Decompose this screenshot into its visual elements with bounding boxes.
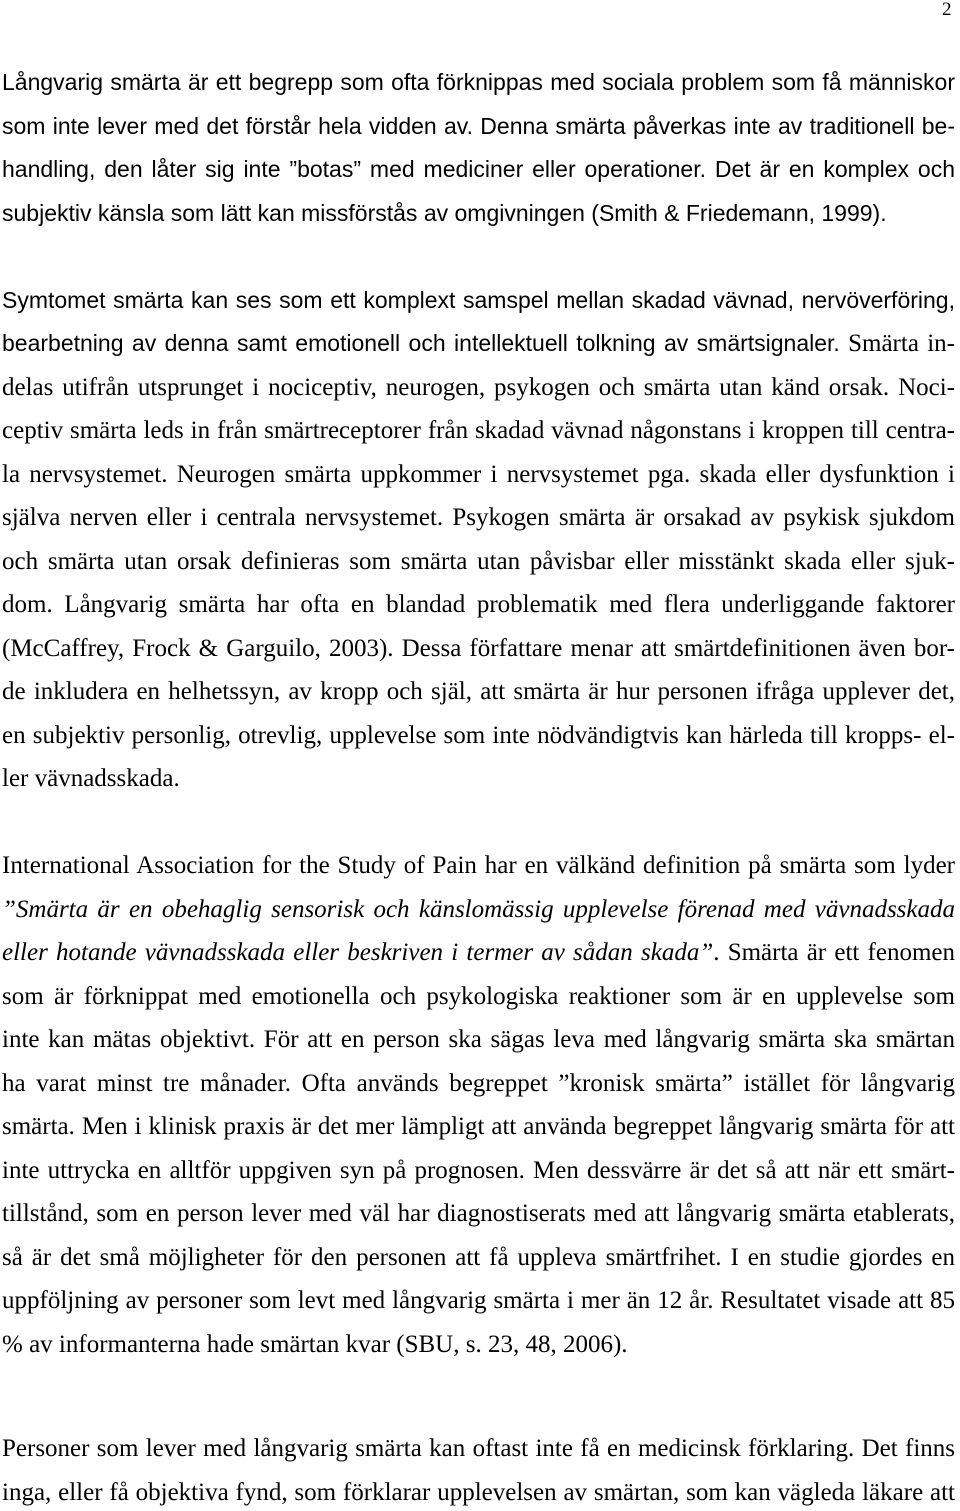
text-segment: Personer som lever med långvarig smärta kan oftast inte få en medicinsk förklaring. Det finns: [2, 1435, 955, 1462]
text-segment: Smärta in-: [839, 330, 955, 357]
text-line: [2, 279, 955, 323]
text-segment: som är förknippat med emotionella och psykologiska reaktioner som är en upplevelse som: [2, 982, 955, 1010]
text-segment: inga, eller få objektiva fynd, som förklarar upplevelsen av smärtan, som kan vägleda läkare att: [2, 1478, 955, 1506]
text-line: [2, 409, 955, 453]
text-segment: en subjektiv personlig, otrevlig, upplevelse som inte nödvändigtvis kan härleda till kropps- el-: [2, 721, 955, 749]
text-segment: som inte lever med det förstår hela vidden av. Denna smärta påverkas inte av traditionell be-: [2, 112, 955, 139]
text-line: [2, 1323, 955, 1367]
text-line: [2, 496, 955, 540]
text-segment: (McCaffrey, Frock & Garguilo, 2003). Dessa författare menar att smärtdefinitionen även bor-: [2, 634, 955, 662]
text-line: [2, 61, 955, 105]
text-segment: ha varat minst tre månader. Ofta används begreppet ”kronisk smärta” istället för långvarig: [2, 1069, 955, 1097]
text-line: [2, 148, 955, 192]
text-segment: la nervsystemet. Neurogen smärta uppkommer i nervsystemet pga. skada eller dysfunktion i: [2, 460, 955, 488]
text-segment: så är det små möjligheter för den personen att få uppleva smärtfrihet. I en studie gjordes en: [2, 1243, 955, 1271]
text-segment: International Association for the Study of Pain har en välkänd definition på smärta som lyder: [2, 852, 955, 879]
text-line: [2, 1018, 955, 1062]
text-line: [2, 192, 955, 236]
paragraph: [2, 61, 955, 235]
text-segment: ler vävnadsskada.: [2, 765, 180, 792]
text-line: [2, 888, 955, 932]
text-segment: inte uttrycka en alltför uppgiven syn på prognosen. Men dessvärre är det så att när ett smärt-: [2, 1156, 955, 1184]
quoted-definition: eller hotande vävnadsskada eller beskriven i termer av sådan skada”: [2, 939, 714, 966]
text-line: [2, 583, 955, 627]
text-segment: tillstånd, som en person lever med väl har diagnostiserats med att långvarig smärta etablerats,: [2, 1200, 955, 1227]
text-line: [2, 1192, 955, 1236]
text-line: [2, 627, 955, 671]
text-line: [2, 975, 955, 1019]
text-segment: smärta. Men i klinisk praxis är det mer lämpligt att använda begreppet långvarig smärta för att: [2, 1113, 955, 1140]
text-line: [2, 757, 955, 801]
text-line: [2, 322, 955, 366]
text-line: [2, 1149, 955, 1193]
text-line: [2, 1062, 955, 1106]
text-segment: delas utifrån utsprunget i nociceptiv, neurogen, psykogen och smärta utan känd orsak. Noci-: [2, 373, 955, 401]
paragraph: [2, 844, 955, 1366]
page-number: 2: [942, 0, 952, 20]
text-segment: själva nerven eller i centrala nervsystemet. Psykogen smärta är orsakad av psykisk sjukdom: [2, 504, 955, 531]
text-segment: subjektiv känsla som lätt kan missförstås av omgivningen (Smith & Friedemann, 1999).: [2, 199, 887, 226]
text-segment: . Smärta är ett fenomen: [713, 939, 956, 966]
text-line: [2, 1279, 955, 1323]
text-segment: dom. Långvarig smärta har ofta en blandad problematik med flera underliggande faktorer: [2, 591, 955, 618]
text-segment: % av informanterna hade smärtan kvar (SBU, s. 23, 48, 2006).: [2, 1330, 628, 1358]
text-line: [2, 1427, 955, 1471]
text-segment: bearbetning av denna samt emotionell och intellektuell tolkning av smärtsignaler.: [2, 330, 840, 356]
text-line: [2, 714, 955, 758]
text-line: [2, 844, 955, 888]
text-line: [2, 105, 955, 149]
text-line: [2, 1471, 955, 1511]
paragraph: [2, 1427, 955, 1511]
text-segment: de inkludera en helhetssyn, av kropp och själ, att smärta är hur personen ifråga upplever det,: [2, 678, 955, 705]
text-line: [2, 931, 955, 975]
text-line: [2, 1236, 955, 1280]
text-line: [2, 453, 955, 497]
quoted-definition: ”Smärta är en obehaglig sensorisk och känslomässig upplevelse förenad med vävnadsskada: [2, 895, 955, 923]
text-segment: Symtomet smärta kan ses som ett komplext samspel mellan skadad vävnad, nervöverföring,: [2, 286, 955, 313]
text-line: [2, 670, 955, 714]
text-segment: inte kan mätas objektivt. För att en person ska sägas leva med långvarig smärta ska smärtan: [2, 1026, 955, 1053]
text-line: [2, 540, 955, 584]
text-segment: och smärta utan orsak definieras som smärta utan påvisbar eller misstänkt skada eller sjuk-: [2, 547, 955, 575]
text-segment: Långvarig smärta är ett begrepp som ofta förknippas med sociala problem som få människor: [2, 69, 955, 95]
paragraph: [2, 279, 955, 801]
text-line: [2, 1105, 955, 1149]
text-segment: uppföljning av personer som levt med långvarig smärta i mer än 12 år. Resultatet visade att 85: [2, 1287, 955, 1314]
text-segment: handling, den låter sig inte ”botas” med mediciner eller operationer. Det är en komplex och: [2, 156, 955, 182]
text-segment: ceptiv smärta leds in från smärtreceptorer från skadad vävnad någonstans i kroppen till centra-: [2, 417, 955, 444]
text-line: [2, 366, 955, 410]
